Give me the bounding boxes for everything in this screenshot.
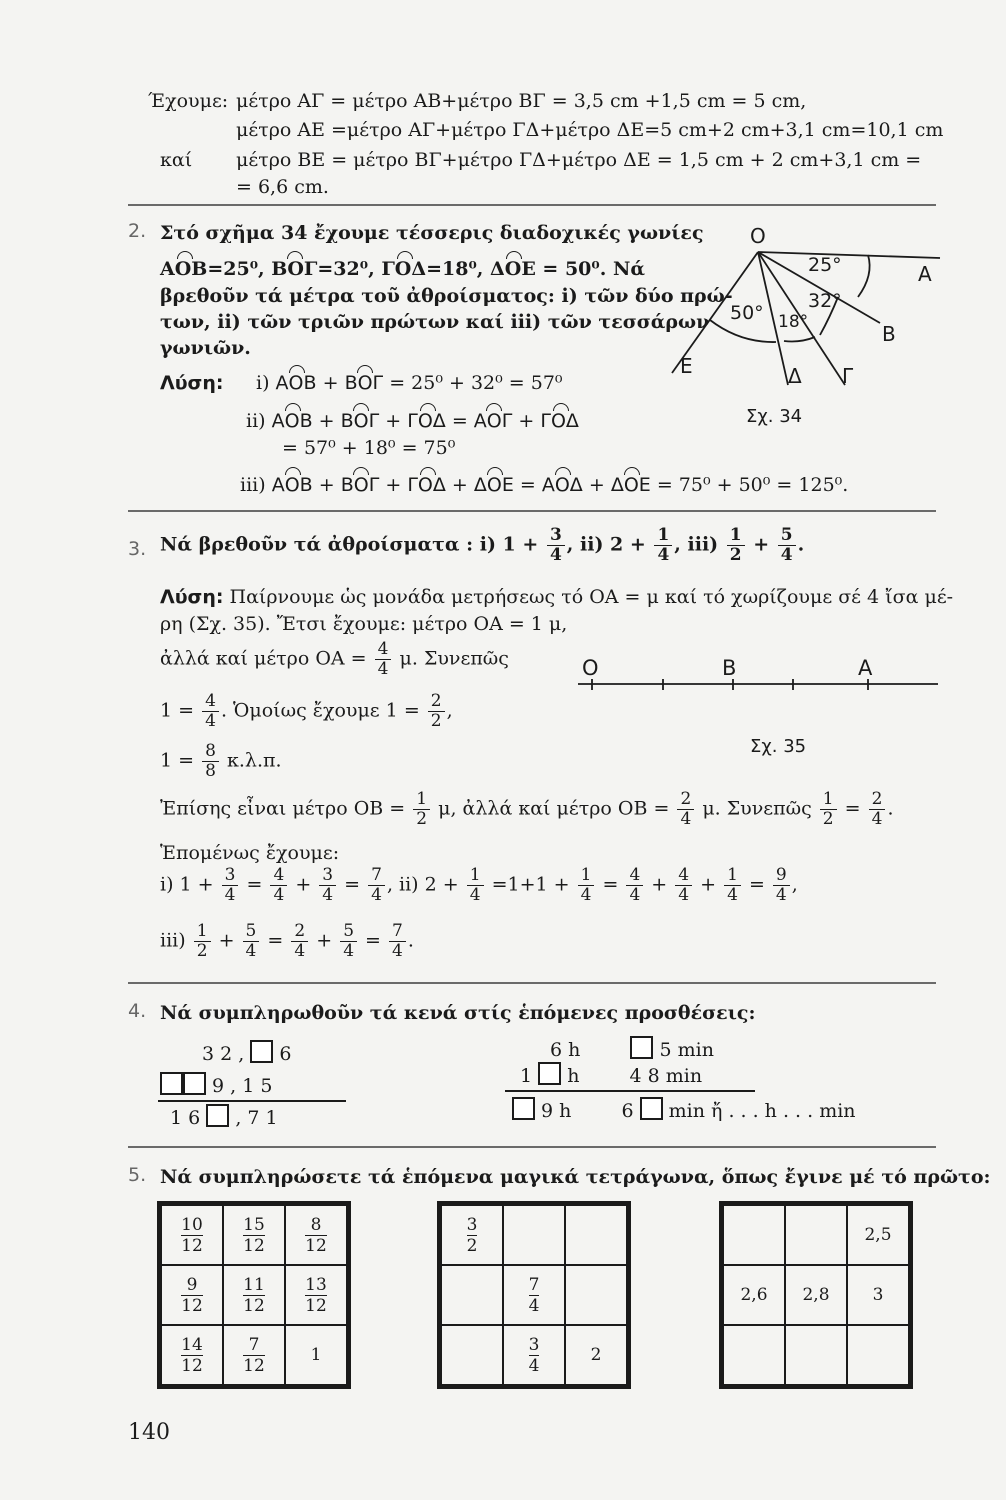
sol-iii-doe2: ΔΟΕ — [610, 474, 651, 496]
s5-question: Νά συμπληρώσετε τά ἑπόμενα μαγικά τετράγωνα, ὅπως ἔγινε μέ τό πρῶτο: — [160, 1166, 991, 1188]
num: 1 — [416, 789, 428, 809]
s2-q2 — [160, 258, 645, 280]
sol-iii-result: = 75⁰ + 50⁰ = 125⁰. — [656, 474, 849, 496]
den: 4 — [340, 941, 357, 961]
r1a: 6 h — [550, 1039, 581, 1061]
den: 2 — [727, 545, 745, 565]
s2-number: 2. — [128, 220, 147, 242]
divider — [128, 982, 936, 984]
num: 4 — [678, 865, 690, 885]
grid-cell — [223, 1205, 285, 1265]
grid-row — [161, 1205, 347, 1265]
den: 2 — [820, 809, 837, 829]
grid-cell[interactable] — [565, 1205, 627, 1265]
magic-square-2 — [440, 1204, 628, 1386]
den: 4 — [375, 659, 392, 679]
s2-q1: Στό σχῆμα 34 ἔχουμε τέσσερις διαδοχικές γωνίες — [160, 222, 704, 244]
cell-fraction — [243, 1275, 265, 1316]
grid-row — [441, 1205, 627, 1265]
den: 4 — [724, 885, 741, 905]
s3-l5 — [160, 742, 282, 781]
s4b-row3 — [512, 1097, 856, 1122]
page-number: 140 — [128, 1420, 170, 1445]
grid-cell[interactable] — [723, 1205, 785, 1265]
num: 11 — [243, 1274, 265, 1295]
den: 4 — [291, 941, 308, 961]
sol-i-aob: ΑΟΒ — [275, 372, 317, 394]
num: 3 — [466, 1214, 478, 1235]
sol-ii-aob: ΑΟΒ — [271, 410, 313, 432]
grid-cell — [161, 1205, 223, 1265]
blank-box[interactable] — [538, 1062, 561, 1085]
s1-line1: μέτρο ΑΓ = μέτρο ΑΒ+μέτρο ΒΓ = 3,5 cm +1,5 cm = 5 cm, — [236, 90, 807, 112]
plus: + — [518, 410, 535, 432]
grid-cell — [161, 1265, 223, 1325]
q2b: =25⁰, — [207, 258, 272, 280]
num: 3 — [224, 865, 236, 885]
arc-25 — [858, 255, 870, 297]
ray-oa — [758, 252, 940, 258]
q-ii: , ii) 2 + — [566, 533, 646, 556]
divider — [128, 1146, 936, 1148]
s1-kai: καί — [160, 149, 193, 171]
den: 4 — [319, 885, 336, 905]
magic-square-3 — [722, 1204, 910, 1386]
fig34-caption: Σχ. 34 — [746, 406, 803, 427]
grid-cell: 3 — [847, 1265, 909, 1325]
fig35-O: O — [582, 656, 599, 680]
den: 4 — [389, 941, 406, 961]
grid-row — [441, 1325, 627, 1385]
num: 1 — [729, 525, 742, 545]
den: 4 — [654, 545, 672, 565]
num: 1 — [469, 865, 481, 885]
cell-fraction — [243, 1335, 265, 1376]
eq: = — [519, 474, 536, 496]
den: 4 — [202, 711, 219, 731]
rii: , ii) 2 + — [386, 873, 459, 896]
s2-sol-ii — [246, 410, 579, 432]
s2-sol-iii — [240, 474, 848, 496]
s1-lead: Έχουμε: — [148, 90, 229, 112]
s3-l2: ρη (Σχ. 35). Ἔτσι ἔχουμε: μέτρο ΟΑ = 1 μ, — [160, 613, 568, 635]
s2-lysi: Λύση: — [160, 372, 224, 394]
sol-ii-god: ΓΟΔ — [407, 410, 446, 432]
sol-iii-god: ΓΟΔ — [407, 474, 446, 496]
den: 4 — [368, 885, 385, 905]
sol-i-bog: ΒΟΓ — [344, 372, 384, 394]
s3-l1 — [160, 586, 953, 608]
r3b: , 7 1 — [235, 1107, 278, 1129]
s5-number: 5. — [128, 1164, 147, 1186]
grid-row — [723, 1265, 909, 1325]
divider — [128, 204, 936, 206]
den: 4 — [778, 545, 796, 565]
riii: iii) — [160, 929, 186, 952]
grid-cell — [285, 1265, 347, 1325]
plus: + — [588, 474, 605, 496]
fig34-D: Δ — [788, 364, 802, 388]
cell-fraction — [529, 1275, 540, 1316]
fig34-18: 18° — [778, 312, 809, 332]
q2f: =18⁰, — [426, 258, 491, 280]
s3-number: 3. — [128, 538, 147, 560]
grid-row — [723, 1325, 909, 1385]
l6b: μ, ἀλλά καί μέτρο ΟΒ = — [438, 797, 670, 820]
plus: + — [318, 474, 335, 496]
r2: 9 , 1 5 — [212, 1075, 273, 1097]
den: 4 — [243, 941, 260, 961]
fig34-G: Γ — [842, 364, 854, 388]
angle-god: ΓΟΔ — [381, 258, 427, 280]
label-i: i) — [256, 372, 270, 394]
den: 12 — [181, 1235, 203, 1256]
cell-fraction — [305, 1215, 327, 1256]
s1-line4: = 6,6 cm. — [236, 176, 329, 198]
num: 2 — [871, 789, 883, 809]
sol-ii-bog: ΒΟΓ — [340, 410, 380, 432]
den: 4 — [675, 885, 692, 905]
den: 4 — [773, 885, 790, 905]
s4-number: 4. — [128, 1000, 147, 1022]
blank-box[interactable] — [630, 1036, 653, 1059]
s2-sol-i — [256, 372, 563, 394]
grid-cell[interactable] — [565, 1265, 627, 1325]
grid-cell: 2,6 — [723, 1265, 785, 1325]
num: 10 — [181, 1214, 203, 1235]
angle-bog: ΒΟΓ — [271, 258, 318, 280]
r1b: 6 — [279, 1043, 292, 1065]
fig34-A: A — [918, 262, 932, 286]
num: 5 — [343, 921, 355, 941]
q2d: =32⁰, — [317, 258, 382, 280]
den: 4 — [528, 1295, 540, 1316]
den: 4 — [677, 809, 694, 829]
den: 12 — [181, 1295, 203, 1316]
s3-l6: Ἐπίσης εἶναι μέτρο ΟΒ = $\frac{1}{2}$ μ, ἀλλά καί μέτρο ΟΒ = $\frac{2}{4}$ μ. Συνεπῶς $\frac{1}{2}$ = $\frac{2}{4}$ . — [160, 789, 894, 829]
fig34-32: 32° — [808, 290, 842, 312]
den: 12 — [181, 1355, 203, 1376]
figure-34 — [660, 225, 950, 455]
grid-cell — [223, 1265, 285, 1325]
num: 5 — [245, 921, 257, 941]
grid-row — [161, 1265, 347, 1325]
angle-doe: ΔΟΕ — [490, 258, 536, 280]
grid-cell[interactable] — [503, 1205, 565, 1265]
den: 12 — [243, 1355, 265, 1376]
grid-cell: 1 — [285, 1325, 347, 1385]
s3-l4: 1 = $\frac{4}{4}$ . Ὁμοίως ἔχουμε 1 = $\frac{2}{2}$ , — [160, 691, 453, 731]
blank-box[interactable] — [250, 1040, 273, 1063]
den: 4 — [547, 545, 565, 565]
grid-cell — [223, 1325, 285, 1385]
grid-cell[interactable] — [785, 1325, 847, 1385]
cell-fraction — [181, 1335, 203, 1376]
den: 4 — [270, 885, 287, 905]
num: 1 — [657, 525, 670, 545]
num: 4 — [629, 865, 641, 885]
label-iii: iii) — [240, 474, 266, 496]
l3b: μ. Συνεπῶς — [399, 647, 509, 670]
cell-fraction — [529, 1335, 540, 1376]
num: 5 — [780, 525, 793, 545]
grid-row — [441, 1265, 627, 1325]
grid-cell: 2 — [565, 1325, 627, 1385]
r2a: 1 — [520, 1065, 533, 1087]
num: 1 — [196, 921, 208, 941]
sol-iii-aod: ΑΟΔ — [541, 474, 583, 496]
grid-row — [723, 1205, 909, 1265]
fig34-50: 50° — [730, 302, 764, 324]
grid-cell[interactable] — [441, 1325, 503, 1385]
s4b-row2 — [520, 1062, 702, 1087]
r3b: 6 — [621, 1100, 634, 1122]
r3c: min ἤ . . . h . . . min — [668, 1100, 856, 1122]
plus: + — [318, 410, 335, 432]
grid-cell — [503, 1265, 565, 1325]
num: 4 — [205, 691, 216, 711]
s3-l7: Ἑπομένως ἔχουμε: — [160, 842, 340, 864]
cell-fraction — [243, 1215, 265, 1256]
sol-iii-doe: ΔΟΕ — [473, 474, 514, 496]
s4b-row1 — [550, 1036, 714, 1061]
num: 15 — [243, 1214, 265, 1235]
l3: ἀλλά καί μέτρο ΟΑ = — [160, 647, 367, 670]
sol-iii-bog: ΒΟΓ — [340, 474, 380, 496]
l6a: Ἐπίσης εἶναι μέτρο ΟΒ = — [160, 797, 406, 820]
sol-iii-aob: ΑΟΒ — [271, 474, 313, 496]
num: 3 — [549, 525, 562, 545]
grid-cell: 2,5 — [847, 1205, 909, 1265]
blank-box[interactable] — [640, 1097, 663, 1120]
lysi: Λύση: — [160, 586, 224, 608]
grid-cell — [503, 1325, 565, 1385]
num: 8 — [310, 1214, 322, 1235]
den: 4 — [528, 1355, 540, 1376]
fig35-A: A — [858, 656, 873, 680]
r2c: 4 8 min — [629, 1065, 703, 1087]
fig35-caption: Σχ. 35 — [750, 736, 807, 757]
grid-cell[interactable] — [785, 1205, 847, 1265]
sum-line — [158, 1100, 346, 1102]
num: 13 — [305, 1274, 327, 1295]
magic-square-1 — [160, 1204, 348, 1386]
s2-q4: των, ii) τῶν τριῶν πρώτων καί iii) τῶν τεσσάρων — [160, 311, 710, 333]
figure-35 — [578, 676, 938, 700]
den: 12 — [243, 1235, 265, 1256]
num: 3 — [528, 1334, 540, 1355]
grid-row — [161, 1325, 347, 1385]
l4a: 1 = — [160, 699, 195, 722]
num: 7 — [528, 1274, 540, 1295]
l4b: . Ὁμοίως ἔχουμε 1 = — [220, 699, 420, 722]
eq: = — [451, 410, 468, 432]
sol-i-result: = 25⁰ + 32⁰ = 57⁰ — [389, 372, 563, 394]
fig35-B: B — [722, 656, 737, 680]
fig34-B: B — [882, 322, 896, 346]
grid-cell[interactable] — [847, 1325, 909, 1385]
den: 2 — [466, 1235, 478, 1256]
den: 4 — [626, 885, 643, 905]
den: 2 — [413, 809, 430, 829]
grid-cell — [441, 1205, 503, 1265]
arc-18 — [784, 337, 815, 342]
blank-box[interactable] — [160, 1072, 183, 1095]
den: 4 — [869, 809, 886, 829]
s4a-row1 — [202, 1040, 291, 1065]
num: 4 — [377, 639, 389, 659]
r3a: 1 6 — [170, 1107, 201, 1129]
den: 4 — [578, 885, 595, 905]
r1a: 3 2 , — [202, 1043, 245, 1065]
s1-line3: μέτρο ΒΕ = μέτρο ΒΓ+μέτρο ΓΔ+μέτρο ΔΕ = 1,5 cm + 2 cm+3,1 cm = — [236, 149, 922, 171]
cell-fraction — [181, 1215, 203, 1256]
q2h: = 50⁰. Νά — [535, 258, 645, 280]
num: 1 — [727, 865, 738, 885]
s1-line2: μέτρο ΑΕ =μέτρο ΑΓ+μέτρο ΓΔ+μέτρο ΔΕ=5 cm+2 cm+3,1 cm=10,1 cm — [236, 119, 944, 141]
num: 4 — [273, 865, 285, 885]
sol-ii-aog: ΑΟΓ — [473, 410, 513, 432]
den: 8 — [202, 761, 219, 781]
s4a-row2 — [160, 1072, 272, 1097]
s4-question: Νά συμπληρωθοῦν τά κενά στίς ἑπόμενες προσθέσεις: — [160, 1002, 756, 1024]
num: 7 — [371, 865, 382, 885]
r2b: h — [567, 1065, 580, 1087]
grid-cell — [161, 1325, 223, 1385]
blank-box[interactable] — [512, 1097, 535, 1120]
sol-ii-god2: ΓΟΔ — [540, 410, 579, 432]
den: 12 — [305, 1235, 327, 1256]
grid-cell[interactable] — [723, 1325, 785, 1385]
den: 12 — [305, 1295, 327, 1316]
den: 12 — [243, 1295, 265, 1316]
cell-fraction — [305, 1275, 327, 1316]
label-ii: ii) — [246, 410, 266, 432]
grid-cell: 2,8 — [785, 1265, 847, 1325]
num: 2 — [680, 789, 692, 809]
grid-cell — [285, 1205, 347, 1265]
divider — [128, 510, 936, 512]
ri: i) 1 + — [160, 873, 214, 896]
den: 2 — [428, 711, 445, 731]
den: 4 — [222, 885, 239, 905]
s3-result-iii: iii) $\frac{1}{2}$ + $\frac{5}{4}$ = $\frac{2}{4}$ + $\frac{5}{4}$ = $\frac{7}{4}$ . — [160, 921, 414, 961]
blank-box[interactable] — [206, 1104, 229, 1127]
q-text: Νά βρεθοῦν τά ἀθροίσματα : i) 1 + — [160, 533, 539, 556]
r1b: 5 min — [659, 1039, 714, 1061]
num: 7 — [392, 921, 403, 941]
s3-question: Νά βρεθοῦν τά ἀθροίσματα : i) 1 + $\frac{3}{4}$ , ii) 2 + $\frac{1}{4}$ , iii) $\frac{1}{2}$ + $\frac{5}{4}$ . — [160, 525, 805, 565]
plus: + — [451, 474, 468, 496]
s4a-row3 — [170, 1104, 278, 1129]
plus: + — [385, 474, 402, 496]
l5b: κ.λ.π. — [226, 749, 282, 772]
s2-q3: βρεθοῦν τά μέτρα τοῦ ἀθροίσματος: i) τῶν δύο πρώ- — [160, 285, 733, 307]
den: 2 — [194, 941, 211, 961]
num: 2 — [430, 691, 442, 711]
s3-l3 — [160, 640, 509, 679]
cell-fraction — [467, 1215, 478, 1256]
num: 2 — [294, 921, 306, 941]
l6c: μ. Συνεπῶς — [702, 797, 812, 820]
num: 3 — [322, 865, 334, 885]
plus: + — [385, 410, 402, 432]
num: 9 — [775, 865, 787, 885]
blank-box[interactable] — [183, 1072, 206, 1095]
r3a: 9 h — [541, 1100, 572, 1122]
q-iii: , iii) — [674, 533, 719, 556]
plus: + — [322, 372, 339, 394]
num: 7 — [248, 1334, 260, 1355]
fig34-25: 25° — [808, 254, 842, 276]
num: 1 — [580, 865, 592, 885]
fig34-O: O — [750, 224, 766, 248]
s2-q5: γωνιῶν. — [160, 337, 251, 359]
grid-cell[interactable] — [441, 1265, 503, 1325]
cell-fraction — [181, 1275, 203, 1316]
s2-sol-ii-result: = 57⁰ + 18⁰ = 75⁰ — [282, 437, 456, 459]
num: 9 — [186, 1274, 198, 1295]
angle-aob: ΑΟΒ — [160, 258, 208, 280]
den: 4 — [467, 885, 484, 905]
sum-line — [505, 1090, 755, 1092]
num: 1 — [822, 789, 834, 809]
num: 8 — [205, 741, 216, 761]
l5a: 1 = — [160, 749, 195, 772]
l1: Παίρνουμε ὡς μονάδα μετρήσεως τό ΟΑ = μ καί τό χωρίζουμε σέ 4 ἴσα μέ- — [229, 586, 954, 608]
s3-result-i-ii: i) 1 + $\frac{3}{4}$ = $\frac{4}{4}$ + $\frac{3}{4}$ = $\frac{7}{4}$ , ii) 2 + $\frac{1}{4}$ =1+1 + $\frac{1}{4}$ = $\frac{4}{4}$ + $\frac{4}{4}$ + $\frac{1}{4}$ = $\frac{9}{4}$ , — [160, 865, 798, 905]
fig34-E: Ε — [680, 354, 693, 378]
num: 14 — [181, 1334, 203, 1355]
